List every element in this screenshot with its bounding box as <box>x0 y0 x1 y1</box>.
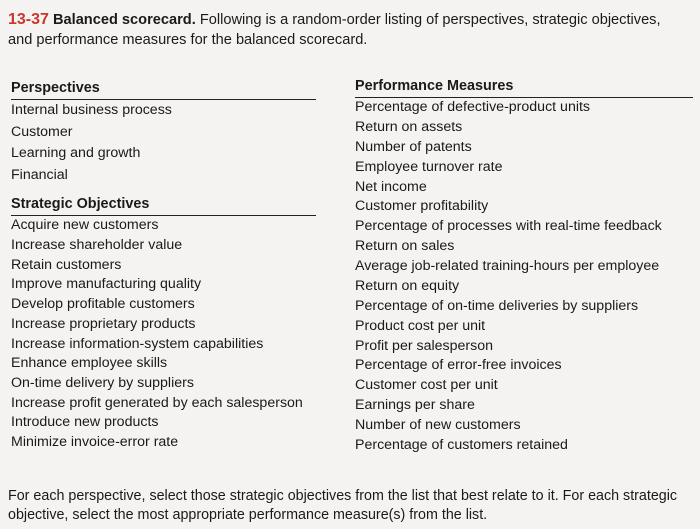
list-item: Develop profitable customers <box>11 296 195 313</box>
strategic-objectives-list <box>11 216 321 452</box>
list-item: Improve manufacturing quality <box>11 276 202 293</box>
list-item: Return on equity <box>355 277 460 294</box>
list-item: Percentage of error-free invoices <box>355 357 562 374</box>
left-column <box>11 78 321 453</box>
list-item: Internal business process <box>11 102 172 118</box>
list-item: Increase information-system capabilities <box>11 335 264 352</box>
list-item: Minimize invoice-error rate <box>11 433 179 450</box>
list-item: Increase profit generated by each salesperson <box>11 394 303 411</box>
list-item: Percentage of customers retained <box>355 436 568 453</box>
list-item: Product cost per unit <box>355 317 486 334</box>
list-item: Acquire new customers <box>11 217 159 234</box>
perspectives-header: Perspectives <box>11 78 316 100</box>
performance-measures-list <box>355 98 695 456</box>
intro-text-line2: and performance measures for the balanced scorecard. <box>8 32 368 48</box>
list-item: Earnings per share <box>355 397 475 414</box>
list-item: Return on assets <box>355 118 463 135</box>
list-item: Introduce new products <box>11 414 159 431</box>
list-item: Percentage of on-time deliveries by suppliers <box>355 297 639 314</box>
problem-number: 13-37 <box>8 11 49 28</box>
list-item: Profit per salesperson <box>355 337 494 354</box>
list-item: Learning and growth <box>11 145 141 162</box>
list-item: Average job-related training-hours per employee <box>355 258 660 274</box>
list-item: Increase shareholder value <box>11 237 183 254</box>
intro-text-line1: Following is a random-order listing of perspectives, strategic objectives, <box>195 12 661 28</box>
performance-measures-header: Performance Measures <box>355 76 693 98</box>
list-item: Net income <box>355 178 427 195</box>
instructions-text: For each perspective, select those strategic objectives from the list that best relate to it. For each strategic objective, select the most appropriate performance measure(s) from the list. <box>8 488 678 523</box>
list-item: Customer cost per unit <box>355 377 498 394</box>
problem-intro <box>8 10 696 50</box>
list-item: Customer <box>11 123 73 140</box>
list-item: Return on sales <box>355 238 455 255</box>
strategic-objectives-header: Strategic Objectives <box>11 194 316 216</box>
problem-title: Balanced scorecard. <box>52 12 196 28</box>
list-item: On-time delivery by suppliers <box>11 374 194 391</box>
list-item: Retain customers <box>11 256 122 273</box>
list-item: Employee turnover rate <box>355 158 503 175</box>
list-item: Number of new customers <box>355 417 521 433</box>
list-item: Enhance employee skills <box>11 355 168 372</box>
list-item: Increase proprietary products <box>11 315 196 332</box>
list-item: Financial <box>11 166 68 183</box>
perspectives-list <box>11 100 321 186</box>
right-column <box>355 76 695 456</box>
list-item: Customer profitability <box>355 198 489 215</box>
list-item: Percentage of processes with real-time feedback <box>355 218 662 235</box>
list-item: Percentage of defective-product units <box>355 99 591 115</box>
list-item: Number of patents <box>355 138 472 155</box>
